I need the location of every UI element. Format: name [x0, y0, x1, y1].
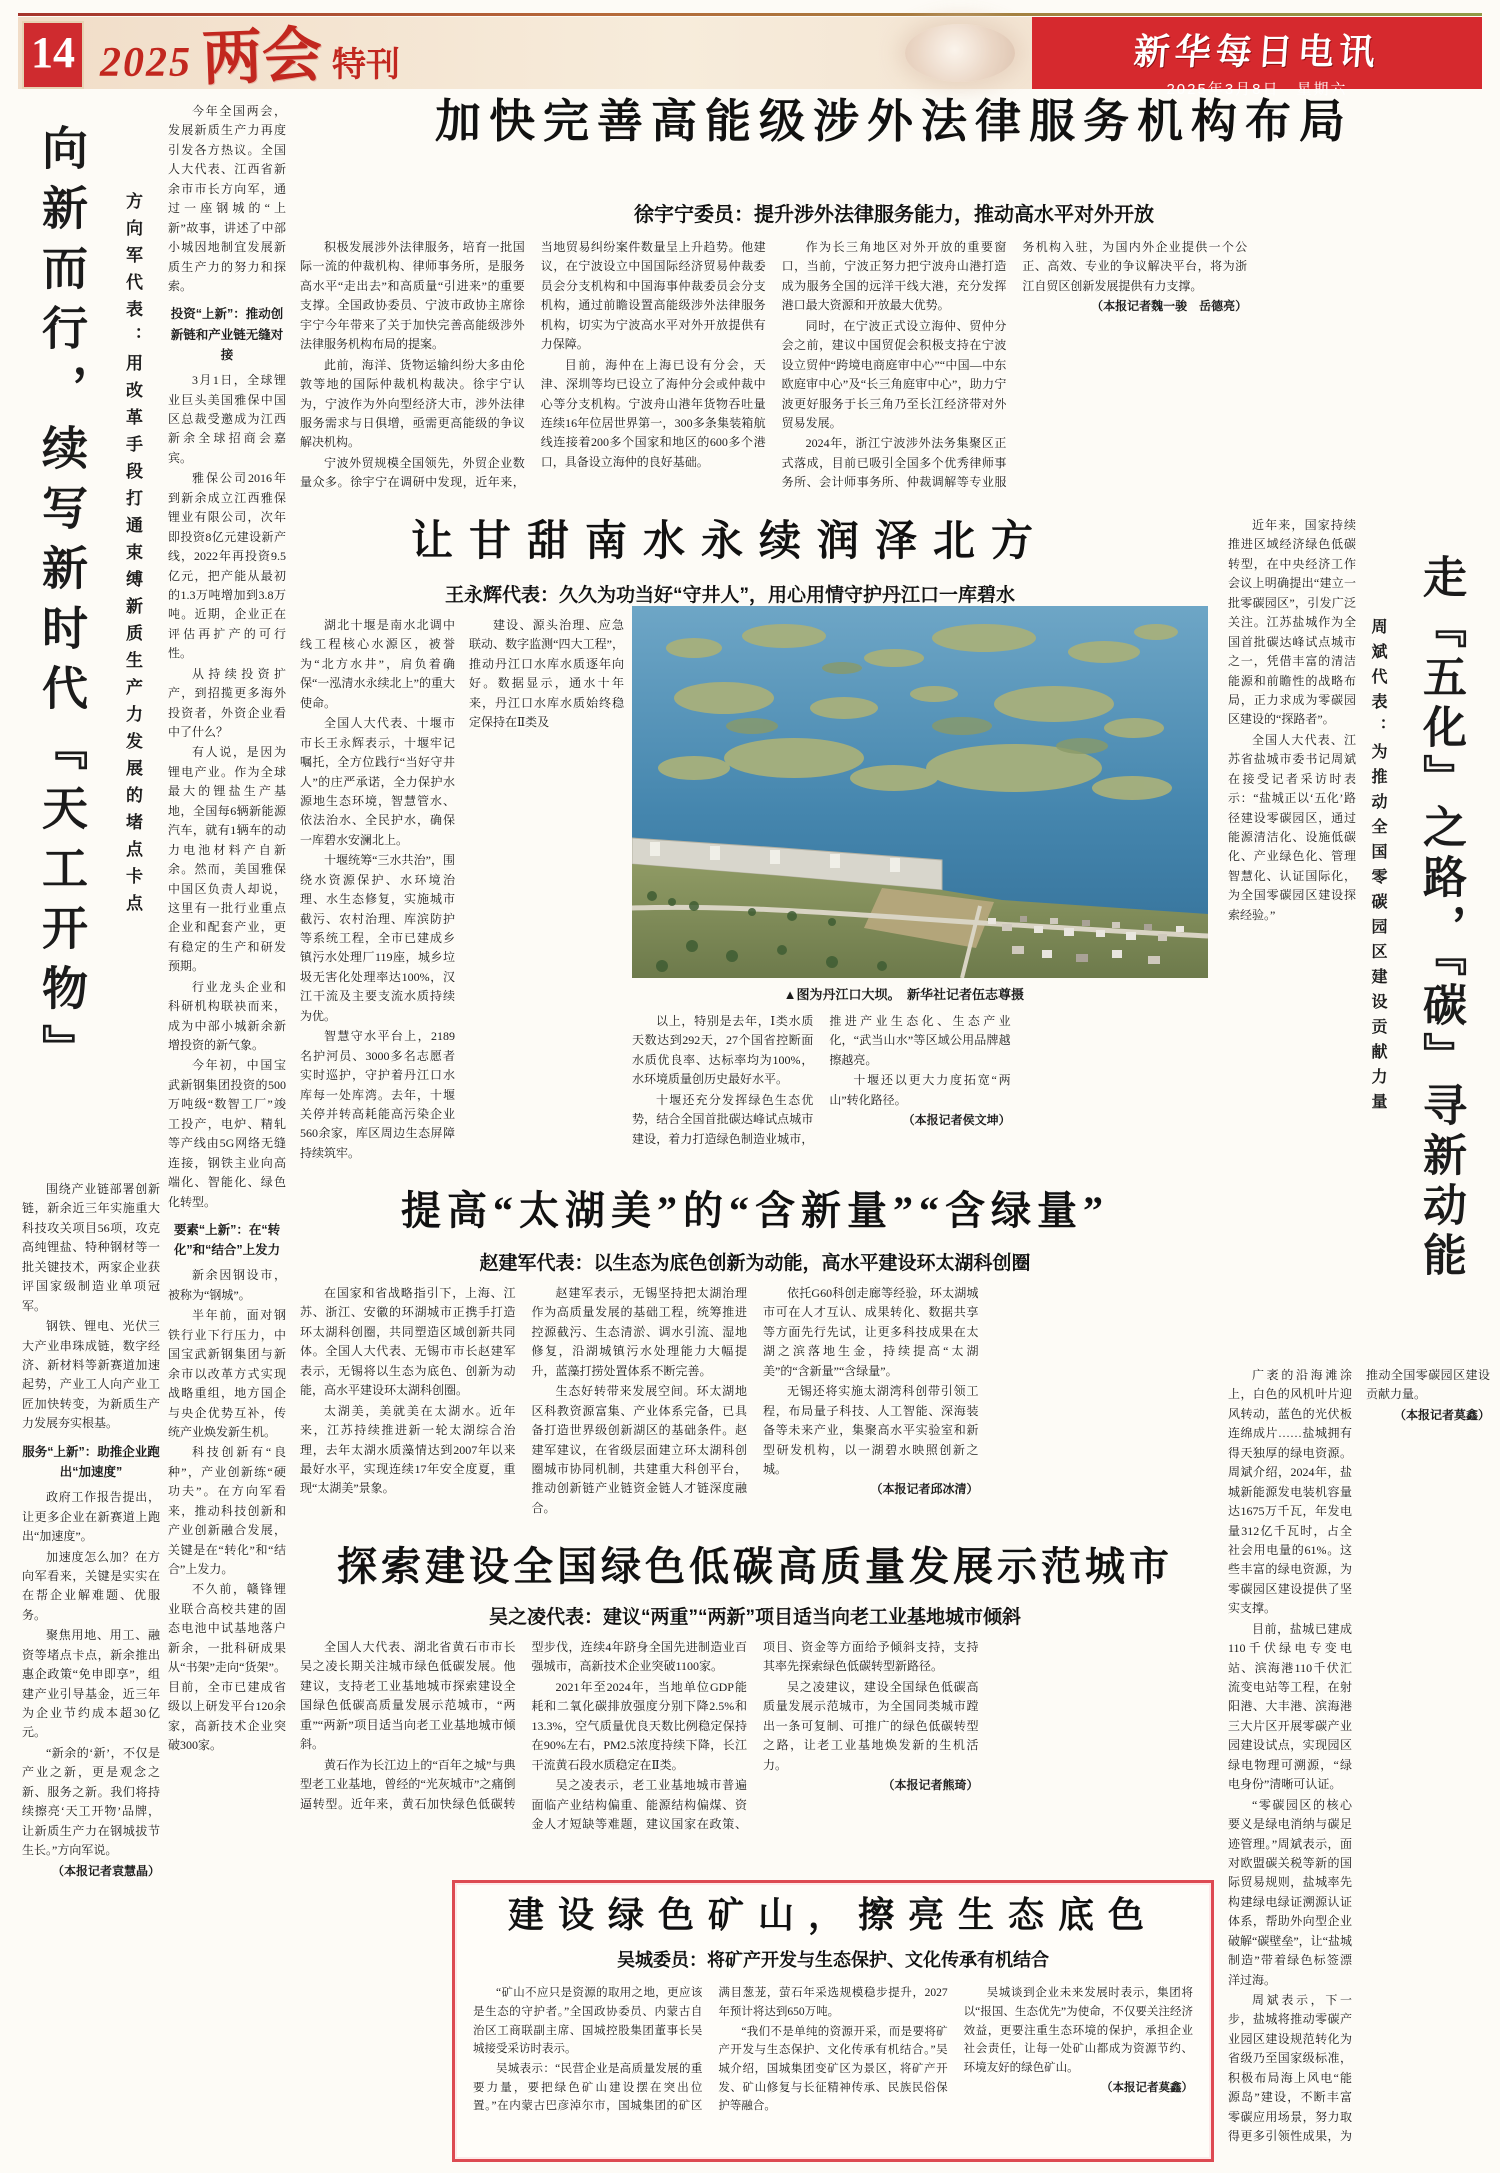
header-topline	[18, 13, 1482, 16]
paragraph: 宁波外贸规模全国领先，外贸企业数量众多。徐宇宁在调研中发现，近年来，当地贸易纠纷案件数量呈上升趋势。他建议，在宁波设立中国国际经济贸易仲裁委员会分支机构和中国海事仲裁委员会分支机构，通过前瞻设置高能级涉外法律服务机构，切实为宁波高水平对外开放提供有力保障。	[300, 240, 766, 490]
paragraph: 科技创新有“良种”，产业创新练“硬功夫”。在方向军看来，推动科技创新和产业创新融合发展，关键是在“转化”和“结合”上发力。	[168, 1445, 286, 1576]
law-article-headline: 加快完善高能级涉外法律服务机构布局	[435, 96, 1353, 147]
masthead-title: 新华每日电讯	[1132, 32, 1382, 72]
left-article-section-1	[168, 371, 286, 1212]
zerocarbon-vertical-deck: 周斌代表：为推动全国零碳园区建设贡献力量	[1369, 618, 1386, 1118]
paragraph: 半年前，面对钢铁行业下行压力，中国宝武新钢集团与新余市以改革方式实现战略重组，地方国企与央企优势互补，传统产业焕发新生机。	[168, 1308, 286, 1439]
page-number: 14	[22, 21, 84, 89]
left-article-column-b	[168, 102, 286, 2156]
paragraph: （本报记者袁慧晶）	[51, 1863, 160, 1878]
left-article-subhead-2: 要素“上新”：在“转化”和“结合”上发力	[173, 1222, 281, 1258]
paragraph: 太湖美，美就美在太湖水。近年来，江苏持续推进新一轮太湖综合治理，去年太湖水质藻情达到2007年以来最好水平，实现连续17年安全度夏，重现“太湖美”景象。	[300, 1403, 516, 1496]
mine-article-body	[473, 1984, 1193, 2146]
paragraph: 吴之凌建议，建设全国绿色低碳高质量发展示范城市，为全国同类城市蹚出一条可复制、可推广的绿色低碳转型之路，让老工业基地焕发新的生机活力。	[763, 1679, 979, 1772]
left-article-vertical-headline: 向新而行，续写新时代『天工开物』	[36, 124, 87, 1084]
danjiangkou-dam-photo	[632, 606, 1208, 978]
paragraph: 不久前，赣锋锂业联合高校共建的固态电池中试基地落户新余，一批科研成果从“书架”走向“货架”。目前，全市已建成省级以上研发平台120余家，高新技术企业突破300家。	[168, 1582, 286, 1752]
paragraph: 今年初，中国宝武新钢集团投资的500万吨级“数智工厂”竣工投产，电炉、精轧等产线由5G网络无缝连接，钢铁主业向高端化、智能化、绿色化转型。	[168, 1058, 286, 1209]
logo-event: 两会	[200, 21, 324, 93]
photo-caption: ▲图为丹江口大坝。 新华社记者伍志尊摄	[783, 987, 1024, 1002]
paragraph: 吴城谈到企业未来发展时表示，集团将以“报国、生态优先”为使命，不仅要关注经济效益，更要注重生态环境的保护，承担企业社会责任，让每一处矿山都成为资源节约、环境友好的绿色矿山。	[963, 1987, 1193, 2074]
paragraph: （本报记者侯文坤）	[902, 1113, 1011, 1128]
taihu-article-headline: 提高“太湖美”的“含新量”“含绿量”	[401, 1188, 1109, 1233]
taihu-article-body	[300, 1284, 1210, 1526]
paragraph: 以上，特别是去年，Ⅰ类水质天数达到292天，27个国省控断面水质优良率、达标率均为100%，水环境质量创历史最好水平。	[632, 1014, 814, 1087]
paragraph: （本报记者邱冰清）	[870, 1482, 979, 1497]
paragraph: 同时，在宁波正式设立海仲、贸仲分会之前，建议中国贸促会积极支持在宁波设立贸仲“跨境电商庭审中心”“中国—中东欧庭审中心”及“长三角庭审中心”，助力宁波更好服务于长三角乃至长江经济带对外贸易发展。	[781, 318, 1007, 430]
mine-article-deck: 吴城委员：将矿产开发与生态保护、文化传承有机结合	[617, 1950, 1049, 1971]
paragraph: 广袤的沿海滩涂上，白色的风机叶片迎风转动，蓝色的光伏板连绵成片……盐城拥有得天独厚的绿电资源。周斌介绍，2024年，盐城新能源发电装机容量达1675万千瓦，年发电量312亿千瓦时，占全社会用电量的61%。这些丰富的绿电资源，为零碳园区建设提供了坚实支撑。	[1228, 1368, 1352, 1616]
paragraph: 全国人大代表、江苏省盐城市委书记周斌在接受记者采访时表示：“盐城正以‘五化’路径建设零碳园区，通过能源清洁化、设施低碳化、产业绿色化、管理智慧化、认证国际化，为全国零碳园区建设探索经验。”	[1228, 732, 1356, 922]
paragraph: 建设、源头治理、应急联动、数字监测“四大工程”，推动丹江口水库水质逐年向好。数据显示，通水十年来，丹江口水库水质始终稳定保持在Ⅱ类及	[469, 618, 624, 730]
paragraph: 政府工作报告提出，让更多企业在新赛道上跑出“加速度”。	[22, 1490, 160, 1544]
paragraph: “零碳园区的核心要义是绿电消纳与碳足迹管理。”周斌表示，面对欧盟碳关税等新的国际贸易规则，盐城率先构建绿电绿证溯源认证体系，帮助外向型企业破解“碳壁垒”，让“盐城制造”带着绿色标签漂洋过海。	[1228, 1797, 1352, 1987]
water-article-left-columns	[300, 616, 624, 1166]
paragraph: 周斌表示，下一步，盐城将推动零碳产业园区建设规范转化为省级乃至国家级标准，积极布局海上风电“能源岛”建设，不断丰富零碳应用场景，努力取得更多引领性成果，为推动全国零碳园区建设贡献力量。	[1228, 1368, 1490, 2144]
law-article-body	[300, 238, 1488, 508]
logo-suffix: 特刊	[332, 45, 400, 84]
paragraph: 全国人大代表、十堰市市长王永辉表示，十堰牢记嘱托，全方位践行“当好守井人”的庄严承诺，全力保护水源地生态环境，智慧管水、依法治水、全民护水，确保一库碧水安澜北上。	[300, 716, 455, 847]
dam-photo-illustration	[632, 606, 1208, 978]
paragraph: 有人说，是因为锂电产业。作为全球最大的锂盐生产基地，全国每6辆新能源汽车，就有1辆车的动力电池材料产自新余。然而，美国雅保中国区负责人却说，这里有一批行业重点企业和配套产业，更有稳定的生产和研发预期。	[168, 745, 286, 974]
paragraph: 在国家和省战略指引下，上海、江苏、浙江、安徽的环湖城市正携手打造环太湖科创圈，共同塑造区域创新共同体。全国人大代表、无锡市市长赵建军表示，无锡将以生态为底色、创新为动能，高水平建设环太湖科创圈。	[300, 1286, 516, 1398]
paragraph: 目前，海仲在上海已设有分会，天津、深圳等均已设立了海仲分会或仲裁中心等分支机构。宁波舟山港年货物吞吐量连续16年位居世界第一，300多条集装箱航线连接着200多个国家和地区的600多个港口，具备设立海仲的良好基础。	[540, 357, 766, 469]
paragraph: 近年来，国家持续推进区域经济绿色低碳转型，在中央经济工作会议上明确提出“建立一批零碳园区”，引发广泛关注。江苏盐城作为全国首批碳达峰试点城市之一，凭借丰富的清洁能源和前瞻性的战略布局，正力求成为零碳园区建设的“探路者”。	[1228, 518, 1356, 727]
left-article-column-a	[22, 1180, 160, 2156]
left-article-intro: 今年全国两会，发展新质生产力再度引发各方热议。全国人大代表、江西省新余市市长方向军，通过一座钢城的“上新”故事，讲述了中部小城因地制宜发展新质生产力的努力和探索。	[168, 104, 286, 293]
paragraph: 聚焦用地、用工、融资等堵点卡点，新余推出惠企政策“免申即享”，组建产业引导基金，近三年为企业节约成本超30亿元。	[22, 1628, 160, 1740]
left-article-vertical-deck: 方向军代表：用改革手段打通束缚新质生产力发展的堵点卡点	[123, 192, 142, 921]
paragraph: 湖北十堰是南水北调中线工程核心水源区，被誉为“北方水井”，肩负着确保“一泓清水永续北上”的重大使命。	[300, 618, 455, 710]
left-article-section-3	[22, 1488, 160, 1881]
paragraph: 作为长三角地区对外开放的重要窗口，当前，宁波正努力把宁波舟山港打造成为服务全国的远洋干线大港，充分发挥港口最大资源和开放最大优势。	[781, 240, 1007, 313]
paragraph: 吴之凌表示，老工业基地城市普遍面临产业结构偏重、能源结构偏煤、资金人才短缺等难题，建议国家在政策、项目、资金等方面给予倾斜支持，支持其率先探索绿色低碳转型新路径。	[531, 1640, 979, 1831]
paragraph: （本报记者熊琦）	[882, 1778, 979, 1793]
paragraph: 新余因钢设市，被称为“钢城”。	[168, 1268, 286, 1302]
paragraph: 吴城表示：“民营企业是高质量发展的重要力量，要把绿色矿山建设摆在突出位置。”在内蒙古巴彦淖尔市，国城集团的矿区满目葱茏，萤石年采选规模稳步提升，2027年预计将达到650万吨。	[473, 1987, 948, 2113]
paragraph: 十堰还充分发挥绿色生态优势，结合全国首批碳达峰试点城市建设，着力打造绿色制造业城市，推进产业生态化、生态产业化，“武当山水”等区域公用品牌越擦越亮。	[632, 1014, 1011, 1146]
left-article-section-2b	[22, 1180, 160, 1434]
masthead-box	[1032, 17, 1482, 98]
paragraph: 加速度怎么加？在方向军看来，关键是实实在在帮企业解难题、优服务。	[22, 1549, 160, 1622]
pearl-decoration	[905, 24, 1015, 82]
water-article-headline: 让甘甜南水永续润泽北方	[410, 519, 1049, 565]
paragraph: 从持续投资扩产，到招揽更多海外投资者，外资企业看中了什么？	[168, 666, 286, 739]
zerocarbon-vertical-headline: 走『五化』之路，『碳』寻新动能	[1416, 554, 1465, 1282]
paragraph: 黄石作为长江边上的“百年之城”与典型老工业基地，曾经的“光灰城市”之痛倒逼转型。近年来，黄石加快绿色低碳转型步伐，连续4年跻身全国先进制造业百强城市，高新技术企业突破1100家。	[300, 1640, 747, 1811]
water-article-deck: 王永辉代表：久久为功当好“守井人”，用心用情守护丹江口一库碧水	[444, 585, 1015, 606]
paragraph: 十堰还以更大力度拓宽“两山”转化路径。	[829, 1073, 1011, 1107]
paragraph: 3月1日，全球锂业巨头美国雅保中国区总裁受邀成为江西新余全球招商会嘉宾。	[168, 373, 286, 465]
paragraph: 钢铁、锂电、光伏三大产业串珠成链，数字经济、新材料等新赛道加速起势，产业工人向产业工匠加快转变，为新质生产力发展夯实根基。	[22, 1319, 160, 1431]
paragraph: 智慧守水平台上，2189名护河员、3000多名志愿者实时巡护，守护着丹江口水库每一处库湾。去年，十堰关停并转高耗能高污染企业560余家，库区周边生态屏障持续筑牢。	[300, 1029, 455, 1160]
paragraph: 无锡还将实施太湖湾科创带引领工程，布局量子科技、人工智能、深海装备等未来产业，集聚高水平实验室和新型研发机构，以一湖碧水映照创新之城。	[763, 1384, 979, 1476]
demo-article-deck: 吴之凌代表：建议“两重”“两新”项目适当向老工业基地城市倾斜	[488, 1607, 1021, 1628]
mine-article-headline: 建设绿色矿山，擦亮生态底色	[507, 1895, 1158, 1935]
zerocarbon-bottom-columns	[1228, 1366, 1490, 2160]
demo-article-headline: 探索建设全国绿色低碳高质量发展示范城市	[337, 1544, 1173, 1589]
paragraph: 2024年，浙江宁波涉外法务集聚区正式落成，目前已吸引全国多个优秀律师事务所、会计师事务所、仲裁调解等专业服务机构入驻，为国内外企业提供一个公正、高效、专业的争议解决平台，将为浙江自贸区创新发展提供有力支撑。	[781, 240, 1248, 490]
paragraph: 积极发展涉外法律服务，培育一批国际一流的仲裁机构、律师事务所，是服务高水平“走出去”和高质量“引进来”的重要支撑。全国政协委员、宁波市政协主席徐宇宁今年带来了关于加快完善高能级涉外法律服务机构布局的提案。	[300, 240, 525, 352]
left-article-section-2	[168, 1266, 286, 1755]
paragraph: “新余的‘新’，不仅是产业之新，更是观念之新、服务之新。我们将持续擦亮‘天工开物’品牌，让新质生产力在钢城拔节生长。”方向军说。	[22, 1745, 160, 1858]
paragraph: 目前，盐城已建成110千伏绿电专变电站、滨海港110千伏汇流变电站等工程，在射阳港、大丰港、滨海港三大片区开展零碳产业园建设试点，实现园区绿电物理可溯源，“绿电身份”清晰可认证。	[1228, 1621, 1352, 1792]
paragraph: 全国人大代表、湖北省黄石市市长吴之凌长期关注城市绿色低碳发展。他建议，支持老工业基地城市探索建设全国绿色低碳高质量发展示范城市，“两重”“两新”项目适当向老工业基地城市倾斜。	[300, 1640, 516, 1752]
paragraph: （本报记者莫鑫）	[1393, 1407, 1490, 1422]
mine-article-box	[452, 1880, 1214, 2162]
paragraph: “矿山不应只是资源的取用之地，更应该是生态的守护者。”全国政协委员、内蒙古自治区工商联副主席、国城控股集团董事长吴城接受采访时表示。	[473, 1987, 703, 2056]
paragraph: 十堰统筹“三水共治”，围绕水资源保护、水环境治理、水生态修复，实施城市截污、农村治理、库滨防护等系统工程，全市已建成乡镇污水处理厂119座，城乡垃圾无害化处理率达100%，汉江干流及主要支流水质持续为优。	[300, 853, 455, 1023]
zerocarbon-top-column	[1228, 516, 1356, 1346]
paragraph: （本报记者魏一骏 岳德亮）	[1091, 299, 1248, 314]
logo-year: 2025	[100, 40, 192, 86]
masthead-date: 2025年3月8日 星期六	[1166, 81, 1348, 98]
water-article-bottom-columns	[632, 1012, 1208, 1166]
paragraph: 生态好转带来发展空间。环太湖地区科教资源富集、产业体系完备，已具备打造世界级创新湖区的基础条件。赵建军建议，在省级层面建立环太湖科创圈城市协同机制，共建重大科创平台，推动创新链产业链资金链人才链深度融合。	[531, 1384, 747, 1515]
taihu-article-deck: 赵建军代表：以生态为底色创新为动能，高水平建设环太湖科创圈	[479, 1253, 1031, 1274]
edition-logo	[100, 21, 400, 93]
law-article-deck: 徐宇宁委员：提升涉外法律服务能力，推动高水平对外开放	[634, 204, 1154, 226]
paragraph: 此前，海洋、货物运输纠纷大多由伦敦等地的国际仲裁机构裁决。徐宇宁认为，宁波作为外向型经济大市，涉外法律服务需求与日俱增，亟需更高能级的争议解决机构。	[300, 357, 525, 450]
left-article-subhead-3: 服务“上新”：助推企业跑出“加速度”	[22, 1444, 160, 1479]
paragraph: 雅保公司2016年到新余成立江西雅保锂业有限公司，次年即投资8亿元建设新产线，2022年再投资9.5亿元，把产能从最初的1.3万吨增加到3.8万吨。近期，企业正在评估再扩产的可行性。	[168, 471, 286, 661]
paragraph: 围绕产业链部署创新链，新余近三年实施重大科技攻关项目56项，攻克高纯锂盐、特种钢材等一批关键技术，两家企业获评国家级制造业单项冠军。	[22, 1182, 160, 1313]
left-article-subhead-1: 投资“上新”：推动创新链和产业链无缝对接	[170, 307, 284, 362]
demo-article-body	[300, 1638, 1210, 1848]
paragraph: 赵建军表示，无锡坚持把太湖治理作为高质量发展的基础工程，统筹推进控源截污、生态清淤、调水引流、湿地修复，沿湖城镇污水处理能力大幅提升，蓝藻打捞处置体系不断完善。	[531, 1286, 747, 1378]
paragraph: 2021年至2024年，当地单位GDP能耗和二氧化碳排放强度分别下降2.5%和13.3%，空气质量优良天数比例稳定保持在90%左右，PM2.5浓度持续下降，长江干流黄石段水质稳定在Ⅱ类。	[531, 1679, 747, 1772]
paragraph: 行业龙头企业和科研机构联袂而来，成为中部小城新余新增投资的新气象。	[168, 979, 286, 1052]
paragraph: （本报记者莫鑫）	[1100, 2081, 1193, 2094]
paragraph: “我们不是单纯的资源开采，而是要将矿产开发与生态保护、文化传承有机结合。”吴城介绍，国城集团变矿区为景区，将矿产开发、矿山修复与长征精神传承、民族民俗保护等融合。	[718, 2025, 948, 2113]
paragraph: 依托G60科创走廊等经验，环太湖城市可在人才互认、成果转化、数据共享等方面先行先试，让更多科技成果在太湖之滨落地生金，持续提高“太湖美”的“含新量”“含绿量”。	[763, 1286, 979, 1378]
